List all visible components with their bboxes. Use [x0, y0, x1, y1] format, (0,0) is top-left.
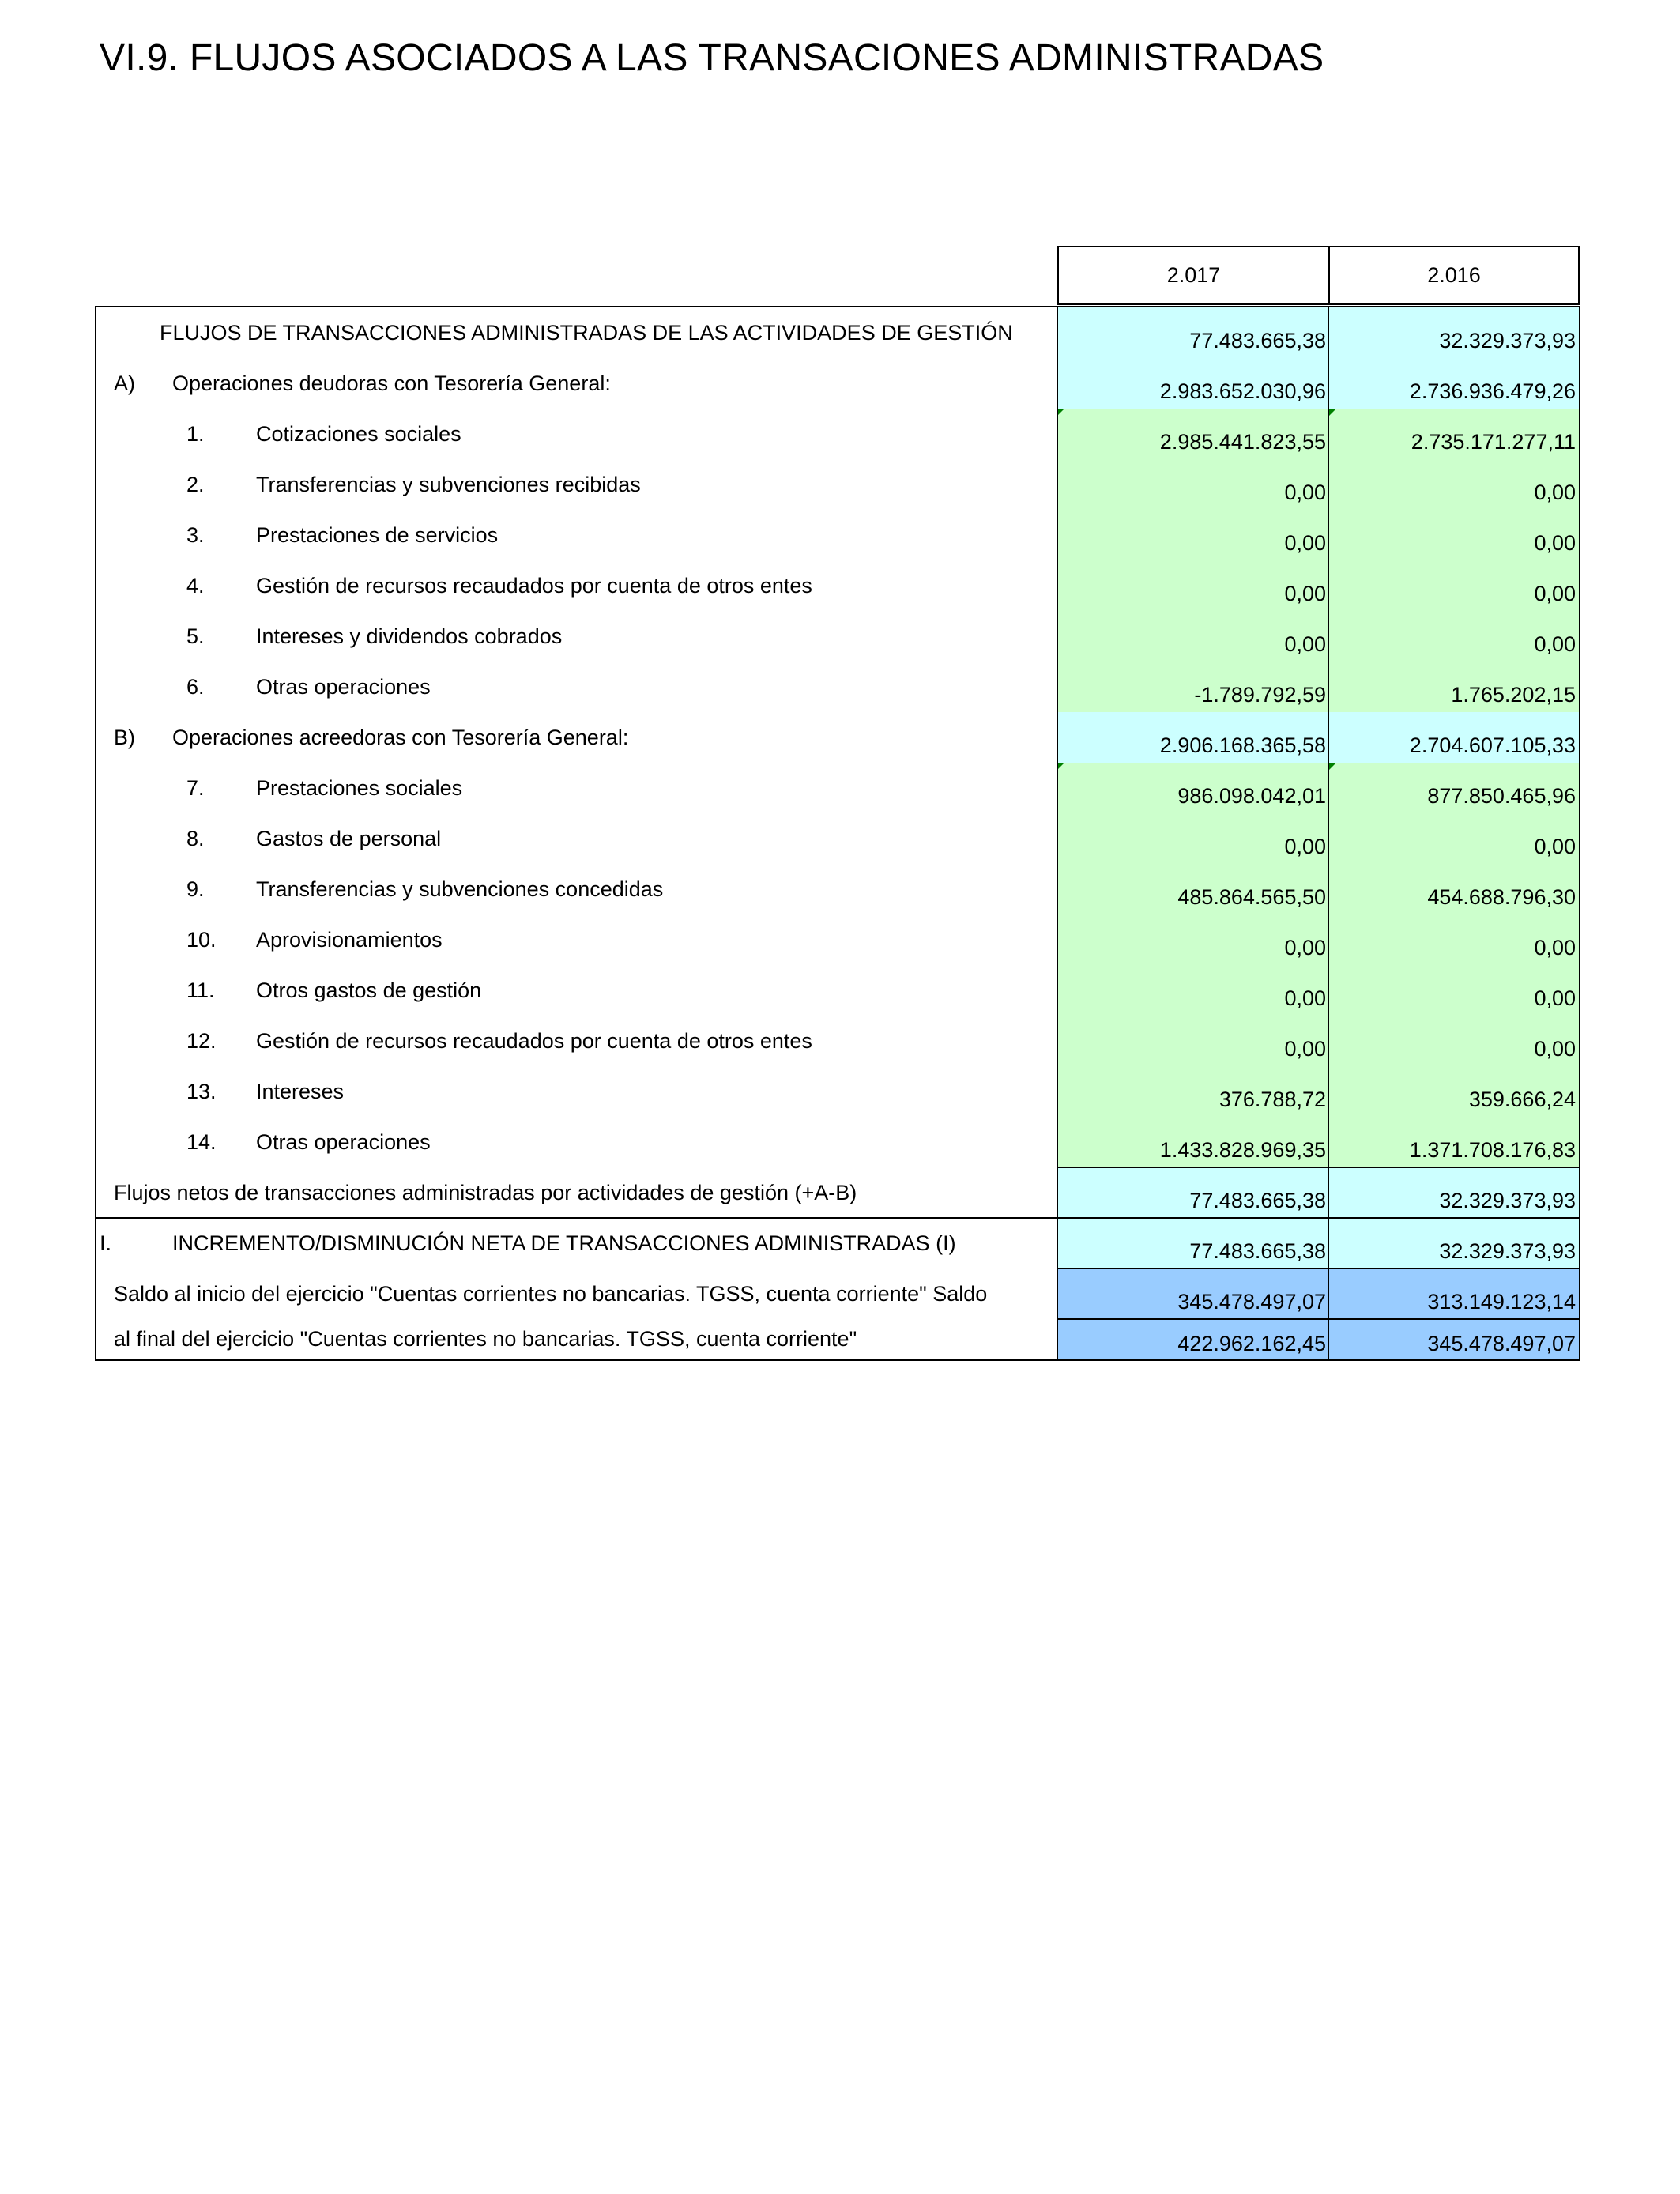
cash-flow-table: [95, 306, 1580, 1361]
row-prefix: I.: [100, 1231, 112, 1255]
value-2016: 32.329.373,93: [1329, 1167, 1579, 1218]
value-2016: 0,00: [1329, 560, 1579, 611]
value-2016: 32.329.373,93: [1329, 1218, 1579, 1269]
value-2017: 345.478.497,07: [1057, 1269, 1329, 1319]
column-header-row: [1057, 246, 1580, 307]
value-2016: 1.765.202,15: [1329, 662, 1579, 712]
row-label: Saldo al inicio del ejercicio "Cuentas corrientes no bancarias. TGSS, cuenta corriente" Saldo: [114, 1282, 988, 1306]
table-row-closing-balance: [96, 1319, 1579, 1359]
row-number: 8.: [186, 827, 205, 850]
table-row: [96, 763, 1579, 813]
value-2017: 2.906.168.365,58: [1057, 712, 1329, 763]
value-2017: 1.433.828.969,35: [1057, 1117, 1329, 1167]
value-2017: 77.483.665,38: [1057, 1218, 1329, 1269]
row-label: FLUJOS DE TRANSACCIONES ADMINISTRADAS DE LAS ACTIVIDADES DE GESTIÓN: [160, 321, 1013, 345]
table-row: [96, 510, 1579, 560]
value-2017: 77.483.665,38: [1057, 307, 1329, 358]
column-divider: [1057, 307, 1058, 1359]
row-divider: [96, 1217, 1579, 1219]
value-2017: 376.788,72: [1057, 1066, 1329, 1117]
row-label: Gastos de personal: [256, 827, 442, 850]
table-row: [96, 914, 1579, 965]
row-number: 5.: [186, 624, 205, 648]
row-divider: [1057, 1167, 1579, 1168]
value-2016: 0,00: [1329, 914, 1579, 965]
row-divider: [1057, 1268, 1579, 1269]
value-2016: 0,00: [1329, 611, 1579, 662]
value-2016: 1.371.708.176,83: [1329, 1117, 1579, 1167]
table-row-section-b: [96, 712, 1579, 763]
value-2017: 0,00: [1057, 459, 1329, 510]
row-number: 14.: [186, 1130, 217, 1154]
row-prefix: A): [114, 371, 135, 395]
row-label: Prestaciones sociales: [256, 776, 463, 800]
row-label: Otras operaciones: [256, 1130, 431, 1154]
value-2017: 0,00: [1057, 813, 1329, 864]
value-2016: 0,00: [1329, 813, 1579, 864]
value-2017: 986.098.042,01: [1057, 763, 1329, 813]
row-number: 13.: [186, 1080, 217, 1103]
value-2016: 313.149.123,14: [1329, 1269, 1579, 1319]
value-2017: 0,00: [1057, 611, 1329, 662]
row-label: Operaciones deudoras con Tesorería General:: [172, 371, 611, 395]
value-2016: 345.478.497,07: [1329, 1319, 1579, 1359]
value-2017: 0,00: [1057, 914, 1329, 965]
table-row-net-flows: [96, 1167, 1579, 1218]
row-number: 6.: [186, 675, 205, 699]
value-2017: 0,00: [1057, 510, 1329, 560]
row-number: 1.: [186, 422, 205, 446]
page-title: VI.9. FLUJOS ASOCIADOS A LAS TRANSACIONES ADMINISTRADAS: [100, 37, 1324, 79]
value-2017: 0,00: [1057, 560, 1329, 611]
row-number: 2.: [186, 473, 205, 496]
value-2017: 422.962.162,45: [1057, 1319, 1329, 1359]
row-label: Aprovisionamientos: [256, 928, 443, 952]
value-2017: 0,00: [1057, 1016, 1329, 1066]
table-row: [96, 864, 1579, 914]
value-2017: 77.483.665,38: [1057, 1167, 1329, 1218]
table-row: [96, 409, 1579, 459]
row-label: al final del ejercicio "Cuentas corrientes no bancarias. TGSS, cuenta corriente": [114, 1327, 857, 1351]
table-row: [96, 662, 1579, 712]
row-label: Gestión de recursos recaudados por cuenta de otros entes: [256, 1029, 812, 1053]
row-divider: [1057, 1318, 1579, 1320]
value-2016: 0,00: [1329, 1016, 1579, 1066]
row-number: 4.: [186, 574, 205, 598]
row-label: INCREMENTO/DISMINUCIÓN NETA DE TRANSACCIONES ADMINISTRADAS (I): [172, 1231, 956, 1255]
table-row-section-a: [96, 358, 1579, 409]
column-divider: [1328, 307, 1329, 1359]
value-2016: 359.666,24: [1329, 1066, 1579, 1117]
table-row-opening-balance: [96, 1269, 1579, 1319]
table-row: [96, 560, 1579, 611]
value-2017: 2.985.441.823,55: [1057, 409, 1329, 459]
row-label: Intereses y dividendos cobrados: [256, 624, 563, 648]
row-label: Gestión de recursos recaudados por cuenta de otros entes: [256, 574, 812, 598]
row-number: 3.: [186, 523, 205, 547]
value-2016: 877.850.465,96: [1329, 763, 1579, 813]
cell-comment-marker: [1057, 409, 1064, 416]
cell-comment-marker: [1329, 409, 1336, 416]
row-label: Intereses: [256, 1080, 345, 1103]
row-number: 9.: [186, 877, 205, 901]
row-label: Flujos netos de transacciones administradas por actividades de gestión (+A-B): [114, 1181, 857, 1204]
cell-comment-marker: [1329, 763, 1336, 770]
row-number: 12.: [186, 1029, 217, 1053]
row-number: 7.: [186, 776, 205, 800]
table-row: [96, 813, 1579, 864]
table-row: [96, 1117, 1579, 1167]
table-row-net-increment: [96, 1218, 1579, 1269]
value-2016: 0,00: [1329, 510, 1579, 560]
row-label: Operaciones acreedoras con Tesorería General:: [172, 726, 629, 749]
table-row-flujos-gestion: [96, 307, 1579, 358]
column-header-2017: 2.017: [1057, 246, 1330, 305]
value-2017: -1.789.792,59: [1057, 662, 1329, 712]
value-2016: 2.736.936.479,26: [1329, 358, 1579, 409]
value-2016: 2.735.171.277,11: [1329, 409, 1579, 459]
value-2016: 0,00: [1329, 459, 1579, 510]
value-2016: 2.704.607.105,33: [1329, 712, 1579, 763]
row-number: 10.: [186, 928, 217, 952]
value-2017: 0,00: [1057, 965, 1329, 1016]
table-row: [96, 1066, 1579, 1117]
value-2017: 2.983.652.030,96: [1057, 358, 1329, 409]
row-label: Transferencias y subvenciones concedidas: [256, 877, 664, 901]
table-row: [96, 459, 1579, 510]
row-label: Cotizaciones sociales: [256, 422, 461, 446]
table-row: [96, 611, 1579, 662]
value-2016: 0,00: [1329, 965, 1579, 1016]
row-label: Prestaciones de servicios: [256, 523, 499, 547]
row-label: Otros gastos de gestión: [256, 978, 482, 1002]
column-header-2016: 2.016: [1328, 246, 1580, 305]
value-2016: 454.688.796,30: [1329, 864, 1579, 914]
table-row: [96, 1016, 1579, 1066]
cell-comment-marker: [1057, 763, 1064, 770]
row-label: Transferencias y subvenciones recibidas: [256, 473, 641, 496]
row-prefix: B): [114, 726, 135, 749]
value-2017: 485.864.565,50: [1057, 864, 1329, 914]
table-row: [96, 965, 1579, 1016]
row-label: Otras operaciones: [256, 675, 431, 699]
value-2016: 32.329.373,93: [1329, 307, 1579, 358]
row-number: 11.: [186, 978, 215, 1002]
